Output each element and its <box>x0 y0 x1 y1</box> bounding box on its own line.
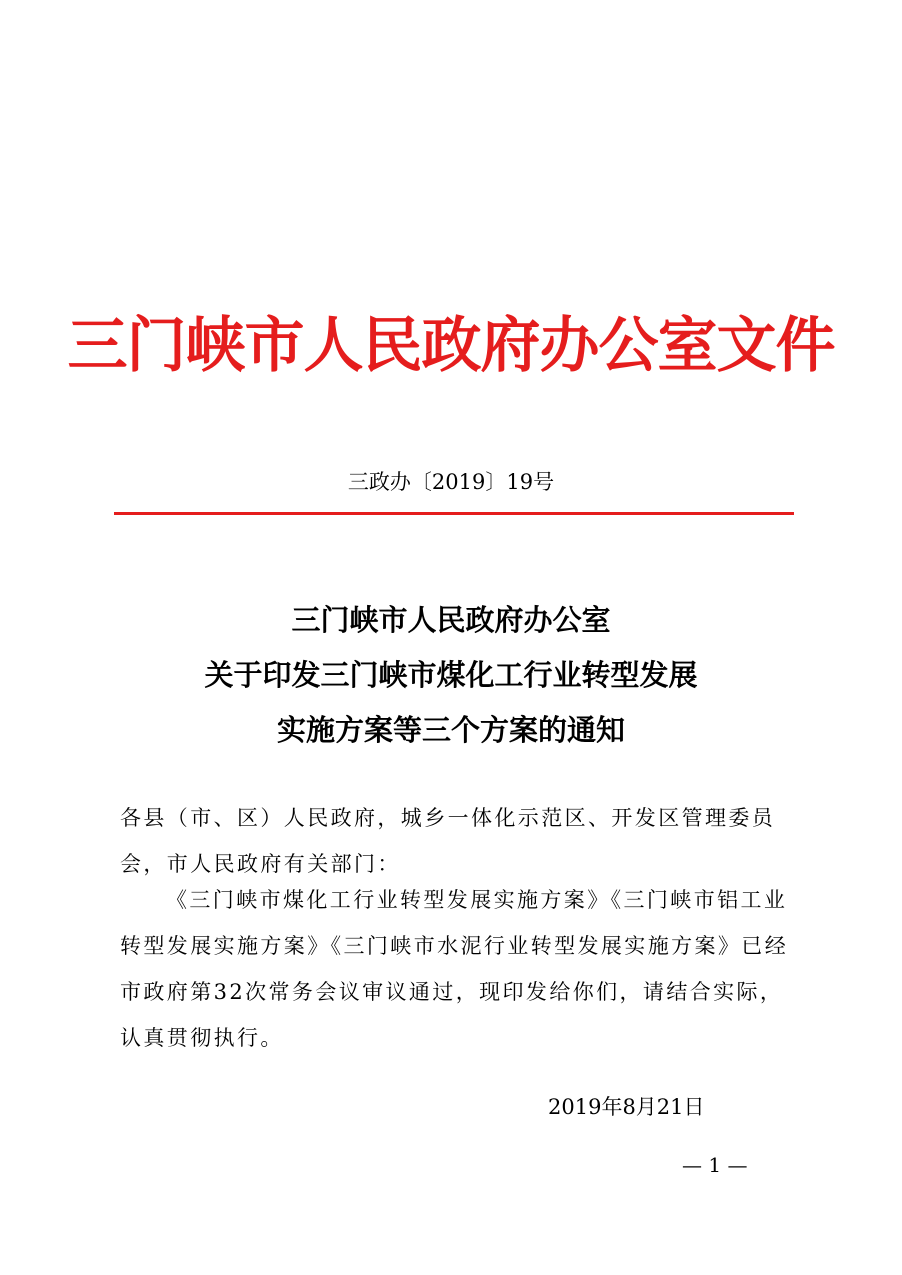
notice-title <box>0 593 902 758</box>
body-paragraph: 《三门峡市煤化工行业转型发展实施方案》《三门峡市铝工业转型发展实施方案》《三门峡市水泥行业转型发展实施方案》已经市政府第32次常务会议审议通过，现印发给你们，请结合实际，认真贯彻执行。 <box>120 888 789 1050</box>
red-separator-line <box>114 512 794 515</box>
salutation: 各县（市、区）人民政府，城乡一体化示范区、开发区管理委员会，市人民政府有关部门： <box>120 806 776 876</box>
title-line-2: 关于印发三门峡市煤化工行业转型发展 <box>204 658 698 692</box>
issue-date: 2019年8月21日 <box>548 1095 705 1119</box>
document-number: 三政办〔2019〕19号 <box>347 470 555 494</box>
page-number: — 1 — <box>682 1153 748 1177</box>
title-line-3: 实施方案等三个方案的通知 <box>276 713 625 747</box>
title-line-1: 三门峡市人民政府办公室 <box>291 603 611 637</box>
masthead-title: 三门峡市人民政府办公室文件 <box>67 311 835 381</box>
